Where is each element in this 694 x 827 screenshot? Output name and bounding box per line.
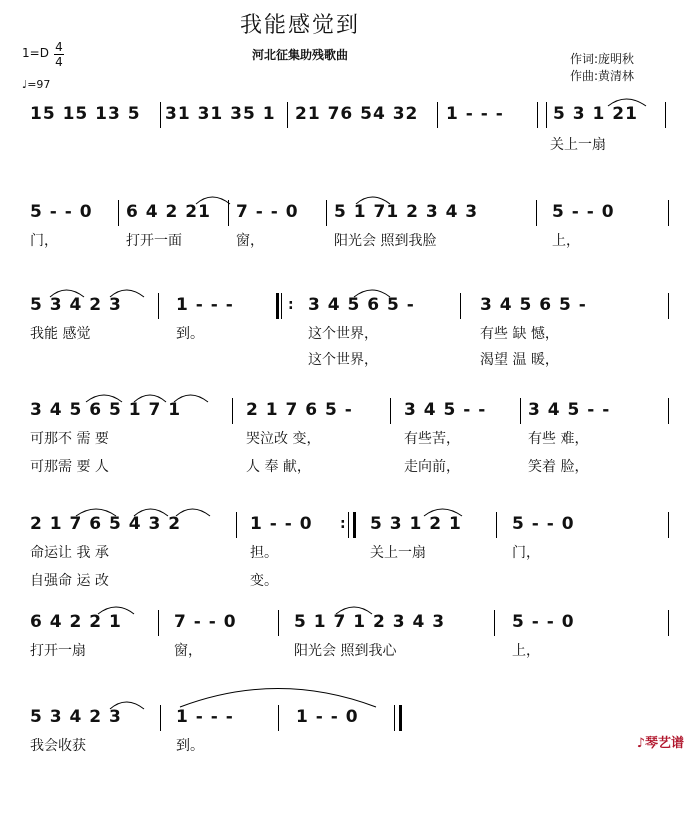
- measure: 3 4 5 6 5 -: [308, 295, 415, 315]
- lyric: 上，: [512, 643, 540, 659]
- lyric: 到。: [176, 326, 204, 342]
- lyric: 笑着 脸，: [528, 459, 589, 475]
- slur: [110, 290, 144, 297]
- measure: 3 4 5 6 5 1 7 1: [30, 400, 182, 420]
- lyric: 关上一扇: [370, 545, 426, 561]
- slur: [86, 395, 122, 402]
- measure: 5 3 4 2 3: [30, 707, 122, 727]
- slur: [174, 395, 208, 402]
- lyric: 这个世界，: [308, 326, 378, 342]
- slur: [110, 702, 144, 709]
- lyric: 打开一扇: [30, 643, 86, 659]
- lyric: 人 奉 献，: [246, 459, 311, 475]
- measure: 7 - - 0: [174, 612, 237, 632]
- measure: 1 - - -: [176, 295, 234, 315]
- time-signature-bottom: 4: [55, 55, 63, 69]
- measure: 3 4 5 - -: [528, 400, 611, 420]
- lyric: 命运让 我 承: [30, 545, 109, 561]
- measure: 15 15 13 5: [30, 104, 141, 124]
- measure: 6 4 2 2 1: [30, 612, 122, 632]
- measure: 7 - - 0: [236, 202, 299, 222]
- lyric: 关上一扇: [550, 137, 606, 153]
- measure: 21 76 54 32: [295, 104, 419, 124]
- lyric: 上，: [552, 233, 580, 249]
- measure: 1 - - -: [446, 104, 504, 124]
- song-subtitle: 河北征集助残歌曲: [251, 48, 348, 62]
- tie: [180, 689, 376, 708]
- lyric: 打开一面: [126, 233, 182, 249]
- slur: [424, 509, 462, 516]
- measure: 1 - - 0: [250, 514, 313, 534]
- measure: 6 4 2 21: [126, 202, 211, 222]
- lyric: 哭泣改 变，: [246, 431, 321, 447]
- lyric: 我会收获: [30, 738, 86, 754]
- repeat-dots: :: [288, 297, 295, 313]
- lyric: 窗，: [174, 643, 202, 659]
- lyric: 这个世界，: [308, 352, 378, 368]
- lyric: 门，: [512, 545, 540, 561]
- measure: 3 4 5 - -: [404, 400, 487, 420]
- slur: [134, 509, 168, 516]
- slur: [196, 197, 230, 204]
- measure: 5 - - 0: [552, 202, 615, 222]
- lyric: 阳光会 照到我脸: [334, 233, 437, 249]
- measure: 5 1 7 1 2 3 4 3: [294, 612, 446, 632]
- lyric: 门，: [30, 233, 58, 249]
- measure: 2 1 7 6 5 -: [246, 400, 353, 420]
- slur: [336, 607, 372, 614]
- lyric: 渴望 温 暖，: [480, 352, 559, 368]
- measure: 5 - - 0: [30, 202, 93, 222]
- measure: 1 - - 0: [296, 707, 359, 727]
- lyric: 自强命 运 改: [30, 573, 109, 589]
- slur: [98, 607, 134, 614]
- time-signature-top: 4: [55, 40, 63, 54]
- measure: 3 4 5 6 5 -: [480, 295, 587, 315]
- slur: [50, 290, 84, 297]
- lyric: 有些 缺 憾，: [480, 326, 559, 342]
- lyric: 变。: [250, 573, 278, 589]
- music-note-icon: ♪: [636, 736, 645, 751]
- measure: 5 3 1 2 1: [370, 514, 462, 534]
- lyric: 可那不 需 要: [30, 431, 109, 447]
- lyric: 走向前，: [404, 459, 460, 475]
- lyric: 窗，: [236, 233, 264, 249]
- slur: [354, 290, 390, 297]
- lyric: 可那需 要 人: [30, 459, 109, 475]
- measure: 31 31 35 1: [165, 104, 276, 124]
- tempo-marking: ♩=97: [22, 78, 51, 91]
- slur: [356, 197, 390, 204]
- key-signature: 1=D: [22, 46, 49, 60]
- lyricist-credit: 作词:庞明秋: [570, 52, 635, 66]
- lyric: 我能 感觉: [30, 326, 91, 342]
- watermark-logo: ♪琴艺谱: [636, 736, 684, 751]
- measure: 2 1 7 6 5 4 3 2: [30, 514, 182, 534]
- slur: [176, 509, 210, 516]
- quarter-note-icon: ♩: [22, 78, 28, 91]
- lyric: 有些 难，: [528, 431, 589, 447]
- lyric: 有些苦，: [404, 431, 460, 447]
- lyric: 担。: [250, 545, 278, 561]
- slur: [608, 99, 646, 106]
- measure: 5 3 1 21: [553, 104, 638, 124]
- slur: [134, 395, 166, 402]
- measure: 5 1 71 2 3 4 3: [334, 202, 479, 222]
- repeat-dots: :: [340, 516, 347, 532]
- song-title: 我能感觉到: [239, 13, 360, 38]
- lyric: 阳光会 照到我心: [294, 643, 397, 659]
- lyric: 到。: [176, 738, 204, 754]
- measure: 5 - - 0: [512, 612, 575, 632]
- measure: 1 - - -: [176, 707, 234, 727]
- measure: 5 - - 0: [512, 514, 575, 534]
- measure: 5 3 4 2 3: [30, 295, 122, 315]
- composer-credit: 作曲:黄清林: [570, 69, 635, 83]
- slur: [76, 509, 116, 516]
